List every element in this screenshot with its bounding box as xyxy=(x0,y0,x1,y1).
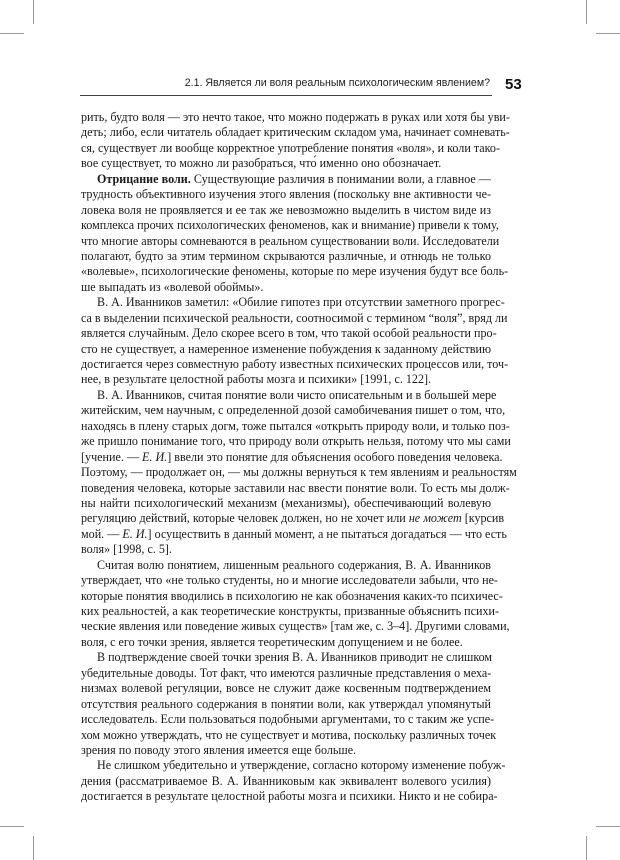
text-line xyxy=(81,372,491,387)
text-run: ше выпадать из «волевой обоймы». xyxy=(81,279,264,294)
text-run: Считая волю понятием, лишенным реального содержания, В. А. Иванников xyxy=(97,557,491,572)
text-run: исследователь. Если пользоваться подобными аргументами, то с таким же успе- xyxy=(81,712,495,727)
paragraph xyxy=(81,758,506,804)
text-run: является случайным. Дело скорее всего в том, что такой особой реальности про- xyxy=(81,326,497,341)
text-run: ] ввели это понятие для объяснения особого поведения человека. xyxy=(167,449,503,464)
text-line xyxy=(81,342,491,357)
crop-mark xyxy=(33,0,34,24)
text-line xyxy=(81,172,491,187)
text-run: житейским, чем научным, с определенной дозой самобичевания пишет о том, что, xyxy=(81,403,506,418)
crop-mark xyxy=(596,33,620,34)
italic-text: Е. И. xyxy=(122,526,148,541)
text-run: са в выделении психической реальности, соотносимой с термином “воля”, вряд ли xyxy=(81,310,508,325)
text-line xyxy=(81,604,499,619)
text-run: Поэтому, — продолжает он, — мы должны вернуться к тем явлениям и реальностям xyxy=(81,465,517,480)
text-run: ] осуществить в данный момент, а не пытаться догадаться — что есть xyxy=(147,526,507,541)
text-run: что многие авторы сомневаются в реальном существовании воли. Исследователи xyxy=(81,233,500,248)
paragraph xyxy=(81,650,497,758)
text-line xyxy=(81,573,498,588)
text-line xyxy=(81,511,505,526)
text-run: [курсив xyxy=(461,511,505,526)
text-line xyxy=(81,249,491,264)
text-run: В. А. Иванников, считая понятие воли чисто описательным и в большей мере xyxy=(97,387,497,402)
crop-mark xyxy=(0,826,24,827)
text-line xyxy=(81,558,491,573)
text-line xyxy=(81,789,498,804)
text-run: рить, будто воля — это нечто такое, что можно подержать в руках или хотя бы уви- xyxy=(81,110,510,124)
header-rule xyxy=(80,95,492,96)
text-line xyxy=(81,650,491,665)
text-run: мой. — xyxy=(81,526,123,541)
text-run: находясь в плену старых догм, тоже пытался «открыть природу воли, и только поз- xyxy=(81,418,510,433)
text-run: воля, с его точки зрения, является теоретическим допущением и не более. xyxy=(81,634,463,649)
text-run: деть; либо, если читатель обладает критическим складом ума, начинает сомневать- xyxy=(81,125,510,140)
text-line xyxy=(81,697,491,712)
text-line xyxy=(81,387,497,403)
text-run: утверждает, что «не только студенты, но и многие исследователи забыли, что не- xyxy=(81,573,498,588)
text-run: ких реальностей, а как теоретические конструкты, призванные объяснить психи- xyxy=(81,604,499,618)
text-line xyxy=(81,727,497,743)
text-run: убедительные доводы. Тот факт, что имеются различные представления о меха- xyxy=(81,665,492,680)
text-run: ловека воля не проявляется и ее так же невозможно выделить в чистом виде из xyxy=(81,202,491,217)
text-line xyxy=(81,218,499,233)
text-line xyxy=(81,465,517,480)
text-run: В подтверждение своей точки зрения В. А. Иванников приводит не слишком xyxy=(97,650,493,665)
text-run: комплекса прочих психологических феноменов, как и внимание) привели к тому, xyxy=(81,218,499,233)
text-run: отсутствия реального содержания в понятии воли, как утверждал упомянутый xyxy=(81,696,491,711)
text-line xyxy=(81,203,491,218)
text-run: вое существует, то можно ли разобраться, что́ именно оно обозначает. xyxy=(81,156,442,171)
text-line xyxy=(81,125,510,140)
text-line xyxy=(81,403,506,418)
text-line xyxy=(81,449,503,465)
text-run: дения (рассматриваемое В. А. Иванниковым как эквивалент волевого усилия) xyxy=(81,773,491,788)
text-run: сто не существует, а намеренное изменение побуждения к заданному действию xyxy=(81,341,491,356)
text-line xyxy=(81,326,497,341)
text-line xyxy=(81,635,491,650)
text-run: достигается через совместную работу известных психических процессов или, точ- xyxy=(81,357,509,371)
text-run: ся, существует ли вообще корректное употребление понятия «воля», и коли тако- xyxy=(81,140,500,155)
text-line xyxy=(81,418,510,434)
crop-mark xyxy=(596,826,620,827)
text-line xyxy=(81,774,491,789)
text-line xyxy=(81,310,508,326)
text-line xyxy=(81,480,510,496)
text-run: которые понятия вводились в психологию не как обозначения каких-то психичес- xyxy=(81,588,503,603)
text-line xyxy=(81,496,491,511)
page-number: 53 xyxy=(505,76,522,93)
paragraph xyxy=(81,295,509,388)
text-run: низмах волевой регуляции, вовсе не служит даже косвенным подтверждением xyxy=(81,681,491,696)
text-line xyxy=(81,712,495,727)
text-line xyxy=(81,758,506,773)
text-run: хом можно утверждать, что не существует и мотива, поскольку различных точек xyxy=(81,727,497,742)
text-run: зрения по поводу этого явления имеется еще больше. xyxy=(81,742,357,757)
italic-text: Е. И. xyxy=(142,449,168,464)
text-line xyxy=(81,280,491,295)
text-line xyxy=(81,434,511,449)
paragraph xyxy=(81,110,510,172)
text-run: ческие явления или поведение живых существ» [там же, с. 3–4]. Другими словами, xyxy=(81,619,510,634)
text-line xyxy=(81,681,491,696)
running-title: 2.1. Является ли воля реальным психологическим явлением? xyxy=(184,77,490,89)
text-run: поведения человека, которые заставили нас ввести понятие воли. То есть мы долж- xyxy=(81,480,510,495)
text-run: ны найти психологический механизм (механизмы), обеспечивающий волевую xyxy=(81,495,491,510)
crop-mark xyxy=(586,0,587,24)
text-line xyxy=(81,357,509,372)
text-line xyxy=(81,619,510,634)
text-line xyxy=(81,295,505,310)
text-line xyxy=(81,140,500,156)
paragraph xyxy=(81,557,510,651)
text-run: полагают, будто за этим термином скрываются различные, и отнюдь не только xyxy=(81,248,491,263)
text-line xyxy=(81,187,491,202)
text-line xyxy=(81,588,503,604)
text-run: В. А. Иванников заметил: «Обилие гипотез при отсутствии заметного прогрес- xyxy=(97,295,505,310)
text-line xyxy=(81,666,491,681)
paragraph xyxy=(81,171,509,296)
crop-mark xyxy=(586,836,587,860)
text-run: трудность объективного изучения этого явления (поскольку вне активности че- xyxy=(81,187,491,202)
text-run: регуляцию действий, которые человек должен, но не хочет или xyxy=(81,511,409,526)
body-text xyxy=(81,110,517,805)
text-run: нее, в результате целостной работы мозга и психики» [1991, с. 122]. xyxy=(81,372,432,387)
text-run: достигается в результате целостной работы мозга и психики. Никто и не собира- xyxy=(81,789,498,804)
crop-mark xyxy=(33,836,34,860)
text-run: [учение. — xyxy=(81,449,143,464)
text-run: «волевые», психологические феномены, которые по мере изучения будут все боль- xyxy=(81,264,509,279)
text-line xyxy=(81,233,500,249)
text-run: же пришло понимание того, что природу воли открыть нельзя, потому что мы сами xyxy=(81,434,511,449)
text-line xyxy=(81,743,491,758)
text-run: Не слишком убедительно и утверждение, согласно которому изменение побуж- xyxy=(97,758,506,773)
crop-mark xyxy=(0,33,24,34)
text-line xyxy=(81,110,510,125)
text-line xyxy=(81,264,509,279)
text-line xyxy=(81,542,491,557)
text-run: воля» [1998, с. 5]. xyxy=(81,542,172,557)
paragraph xyxy=(81,387,517,558)
italic-text: не может xyxy=(408,511,462,526)
text-line xyxy=(81,526,507,542)
run-in-heading: Отрицание воли. xyxy=(97,171,191,186)
text-line xyxy=(81,156,491,171)
text-run: Существующие различия в понимании воли, а главное — xyxy=(190,171,491,186)
